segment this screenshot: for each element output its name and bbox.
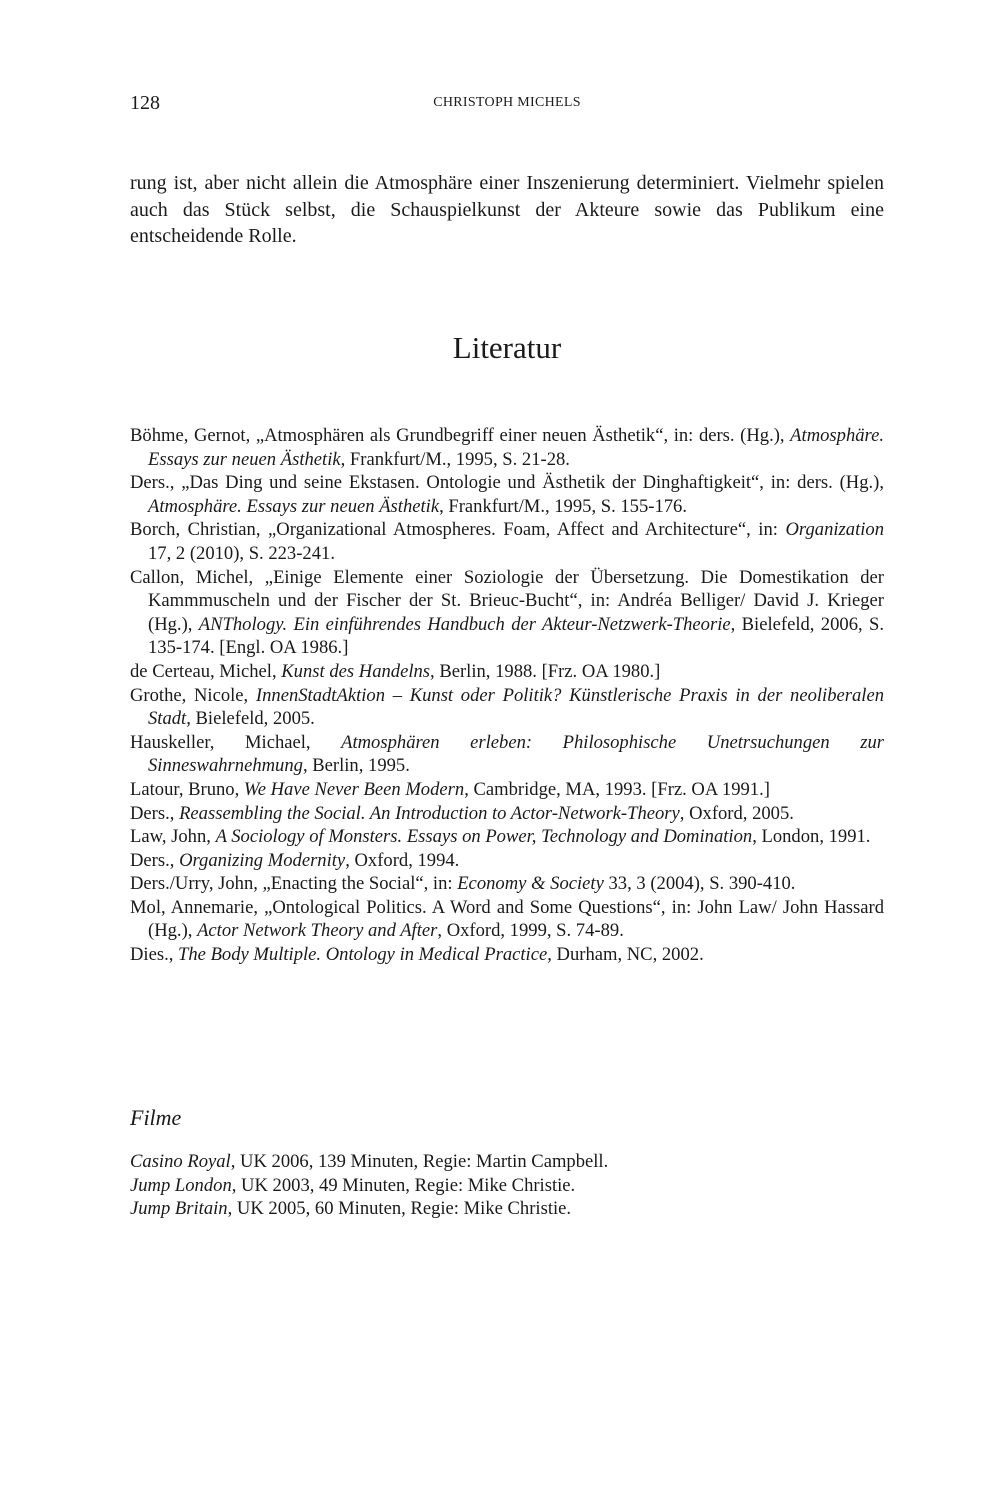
page-number: 128 xyxy=(130,92,160,114)
bibliography-entry: Law, John, A Sociology of Monsters. Essays on Power, Technology and Domination, London, 1991. xyxy=(130,826,871,848)
running-title: CHRISTOPH MICHELS xyxy=(433,95,581,110)
work-title: Actor Network Theory and After xyxy=(197,920,438,942)
work-title: Organization xyxy=(785,519,884,541)
subheading-filme: Filme xyxy=(130,1105,182,1130)
film-title: Jump London xyxy=(130,1174,232,1196)
bibliography-entry: Böhme, Gernot, „Atmosphären als Grundbegriff einer neuen Ästhetik“, in: ders. (Hg.), Atmosphäre. Essays zur neuen Ästhetik, Frankfurt/M., 1995, S. 21-28. xyxy=(130,425,884,470)
bibliography-entry: Grothe, Nicole, InnenStadtAktion – Kunst oder Politik? Künstlerische Praxis in der neoliberalen Stadt, Bielefeld, 2005. xyxy=(130,684,884,730)
running-head xyxy=(130,92,884,118)
film-list xyxy=(130,1150,884,1221)
bibliography-entry: de Certeau, Michel, Kunst des Handelns, Berlin, 1988. [Frz. OA 1980.] xyxy=(130,660,661,682)
bibliography-entry: Ders., Organizing Modernity, Oxford, 1994. xyxy=(130,849,460,871)
work-title: A Sociology of Monsters. Essays on Power, Technology and Domination xyxy=(215,826,753,848)
work-title: Reassembling the Social. An Introduction to Actor-Network-Theory xyxy=(179,802,680,824)
work-title: Atmosphäre. Essays zur neuen Ästhetik xyxy=(148,495,440,517)
work-title: We Have Never Been Modern xyxy=(243,778,465,800)
bibliography-entry: Hauskeller, Michael, Atmosphären erleben: Philosophische Unetrsuchungen zur Sinneswahrnehmung, Berlin, 1995. xyxy=(130,731,884,777)
work-title: Kunst des Handelns xyxy=(281,660,431,682)
film-title: Jump Britain xyxy=(130,1198,228,1220)
work-title: Atmosphäre. Essays zur neuen Ästhetik xyxy=(148,425,884,470)
film-entry: Jump Britain, UK 2005, 60 Minuten, Regie: Mike Christie. xyxy=(130,1198,572,1220)
bibliography-entry: Mol, Annemarie, „Ontological Politics. A Word and Some Questions“, in: John Law/ John Hassard (Hg.), Actor Network Theory and After, Oxford, 1999, S. 74-89. xyxy=(130,896,884,942)
bibliography-entry: Callon, Michel, „Einige Elemente einer Soziologie der Übersetzung. Die Domestikation der Kammmuscheln und der Fischer der St. Brieuc-Bucht“, in: Andréa Belliger/ David J. Krieger (Hg.), ANThology. Ein einführendes Handbuch der Akteur-Netzwerk-Theorie, Bielefeld, 2006, S. 135-174. [Engl. OA 1986.] xyxy=(130,566,885,659)
bibliography-entry: Ders., „Das Ding und seine Ekstasen. Ontologie und Ästhetik der Dinghaftigkeit“, in: ders. (Hg.), Atmosphäre. Essays zur neuen Ästhetik, Frankfurt/M., 1995, S. 155-176. xyxy=(130,472,884,517)
work-title: Economy & Society xyxy=(457,873,604,895)
bibliography-entry: Borch, Christian, „Organizational Atmospheres. Foam, Affect and Architecture“, in: Organization 17, 2 (2010), S. 223-241. xyxy=(130,519,884,564)
work-title: The Body Multiple. Ontology in Medical Practice xyxy=(178,944,548,966)
film-entry: Casino Royal, UK 2006, 139 Minuten, Regie: Martin Campbell. xyxy=(130,1151,609,1172)
body-paragraph: rung ist, aber nicht allein die Atmosphäre einer Inszenierung determiniert. Vielmehr spielen auch das Stück selbst, die Schauspielkunst der Akteure sowie das Publikum eine entscheidende Rolle. xyxy=(130,172,884,247)
bibliography-list xyxy=(130,424,884,967)
work-title: Atmosphären erleben: Philosophische Unetrsuchungen zur Sinneswahrnehmung xyxy=(148,731,884,777)
bibliography-entry: Dies., The Body Multiple. Ontology in Medical Practice, Durham, NC, 2002. xyxy=(130,944,704,966)
film-entry: Jump London, UK 2003, 49 Minuten, Regie: Mike Christie. xyxy=(130,1174,576,1196)
bibliography-entry: Latour, Bruno, We Have Never Been Modern, Cambridge, MA, 1993. [Frz. OA 1991.] xyxy=(130,778,770,800)
bibliography-entry: Ders., Reassembling the Social. An Introduction to Actor-Network-Theory, Oxford, 2005. xyxy=(130,802,794,824)
work-title: ANThology. Ein einführendes Handbuch der Akteur-Netzwerk-Theorie xyxy=(198,613,731,635)
bibliography-entry: Ders./Urry, John, „Enacting the Social“, in: Economy & Society 33, 3 (2004), S. 390-410. xyxy=(130,873,796,895)
work-title: InnenStadtAktion – Kunst oder Politik? Künstlerische Praxis in der neoliberalen Stadt xyxy=(148,684,884,730)
film-title: Casino Royal xyxy=(130,1151,231,1172)
work-title: Organizing Modernity xyxy=(179,849,346,871)
section-heading-literatur: Literatur xyxy=(452,330,562,365)
